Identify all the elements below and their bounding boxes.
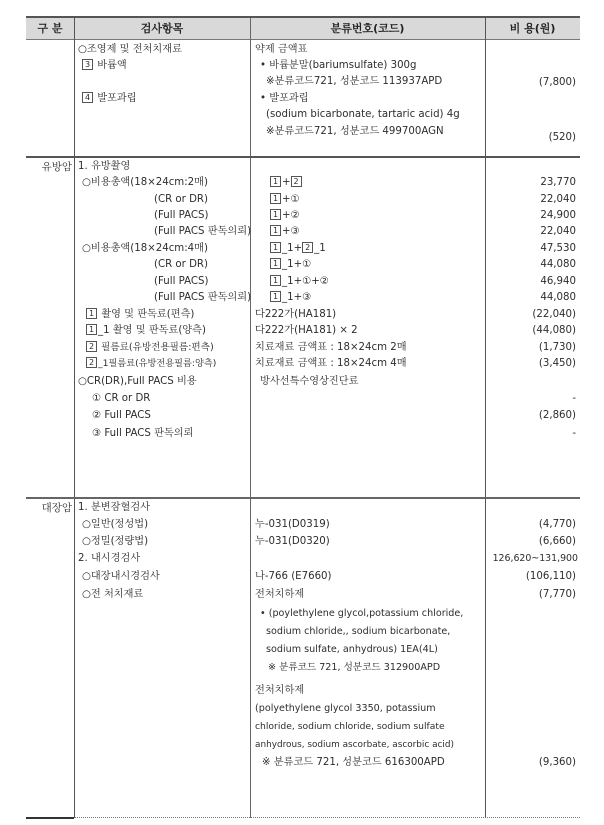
code-cell: • (poylethylene glycol,potassium chloride, xyxy=(260,608,464,619)
code-cell: 1 _1+③ xyxy=(270,290,311,306)
code-cell: (sodium bicarbonate, tartaric acid) 4g xyxy=(266,109,460,120)
cost-cell: (7,770) xyxy=(538,589,576,600)
item-cell: ③ Full PACS 판독의뢰 xyxy=(92,428,194,439)
cost-cell: (44,080) xyxy=(532,325,576,336)
column-divider xyxy=(250,18,251,818)
code-cell: ※분류코드721, 성분코드 499700AGN xyxy=(266,126,444,137)
item-cell: ○전 처치재료 xyxy=(82,589,144,600)
bottom-border-dotted xyxy=(74,817,580,818)
item-cell: 4 발포과립 xyxy=(82,91,137,107)
item-cell: ① CR or DR xyxy=(92,393,151,404)
header-code: 분류번호(코드) xyxy=(330,22,405,35)
item-cell: ② Full PACS xyxy=(92,410,151,421)
code-cell: 누-031(D0319) xyxy=(255,519,330,530)
item-cell: (CR or DR) xyxy=(154,194,208,205)
item-cell: (Full PACS 판독의뢰) xyxy=(154,292,252,303)
cost-cell: 22,040 xyxy=(540,194,576,205)
code-cell: 나-766 (E7660) xyxy=(255,571,332,582)
item-cell: 1 _1 촬영 및 판독료(양측) xyxy=(86,323,206,339)
cost-cell: 24,900 xyxy=(540,210,576,221)
item-cell: (Full PACS) xyxy=(154,210,209,221)
section-divider xyxy=(26,156,580,158)
code-cell: 방사선특수영상진단료 xyxy=(260,376,359,387)
cost-cell: 126,620~131,900 xyxy=(492,553,578,564)
boxed-number-3: 3 xyxy=(82,59,93,70)
item-cell: (CR or DR) xyxy=(154,259,208,270)
item-cell: ○일반(정성법) xyxy=(82,519,149,530)
item-cell: 2 필름료(유방전용필름:편측) xyxy=(86,340,214,356)
code-cell: • 발포과립 xyxy=(260,93,309,104)
cost-cell: (2,860) xyxy=(538,410,576,421)
code-cell: (polyethylene glycol 3350, potassium xyxy=(255,703,436,714)
code-cell: 약제 금액표 xyxy=(255,44,308,55)
item-cell: 2 _1필름료(유방전용필름:양측) xyxy=(86,356,216,372)
code-cell: 누-031(D0320) xyxy=(255,536,330,547)
code-cell: 1 +③ xyxy=(270,224,300,240)
code-cell: 1 +② xyxy=(270,208,300,224)
fee-table xyxy=(26,16,580,818)
code-cell: 다222가(HA181) xyxy=(255,309,337,320)
cost-cell: 44,080 xyxy=(540,259,576,270)
item-cell: 3 바륨액 xyxy=(82,58,127,74)
table-header xyxy=(26,16,580,40)
item-cell: 1 촬영 및 판독료(편측) xyxy=(86,307,194,323)
code-cell: anhydrous, sodium ascorbate, ascorbic acid) xyxy=(255,740,454,750)
cost-cell: (1,730) xyxy=(538,342,576,353)
code-cell: sodium chloride,, sodium bicarbonate, xyxy=(266,626,451,637)
code-cell: • 바륨분말(bariumsulfate) 300g xyxy=(260,60,417,71)
cost-cell: - xyxy=(572,393,576,404)
cost-cell: 23,770 xyxy=(540,177,576,188)
item-cell: (Full PACS 판독의뢰) xyxy=(154,226,252,237)
cost-cell: (9,360) xyxy=(538,757,576,768)
code-cell: 1 _1+①+② xyxy=(270,274,329,290)
category-colon-cancer: 대장암 xyxy=(41,502,72,514)
cost-cell: (520) xyxy=(548,132,576,143)
column-divider xyxy=(74,18,75,818)
code-cell: 1 _1+① xyxy=(270,257,311,273)
section-divider xyxy=(26,497,580,499)
item-cell: 1. 분변잠혈검사 xyxy=(78,502,151,513)
code-cell: sodium sulfate, anhydrous) 1EA(4L) xyxy=(266,644,438,655)
code-cell: 치료재료 금액표 : 18×24cm 4매 xyxy=(255,358,407,369)
code-cell: ※ 분류코드 721, 성분코드 312900APD xyxy=(268,662,441,673)
item-cell: ○조영제 및 전처치재료 xyxy=(78,44,182,55)
code-cell: ※ 분류코드 721, 성분코드 616300APD xyxy=(262,757,445,768)
code-cell: ※분류코드721, 성분코드 113937APD xyxy=(266,76,443,87)
cost-cell: (6,660) xyxy=(538,536,576,547)
cost-cell: (22,040) xyxy=(532,309,576,320)
code-cell: chloride, sodium chloride, sodium sulfate xyxy=(255,721,445,732)
bottom-border xyxy=(26,817,74,819)
item-cell: 2. 내시경검사 xyxy=(78,553,141,564)
code-cell: 전처치하제 xyxy=(255,589,305,600)
header-test-item: 검사항목 xyxy=(140,22,184,35)
category-breast-cancer: 유방암 xyxy=(41,161,72,173)
header-cost: 비 용(원) xyxy=(509,22,556,35)
item-cell: 1. 유방촬영 xyxy=(78,161,131,172)
boxed-number-4: 4 xyxy=(82,92,93,103)
cost-cell: - xyxy=(572,428,576,439)
code-cell: 1 +① xyxy=(270,192,300,208)
code-cell: 1 + 2 xyxy=(270,175,303,191)
code-cell: 전처치하제 xyxy=(255,685,305,696)
item-cell: ○대장내시경검사 xyxy=(82,571,160,582)
item-cell: (Full PACS) xyxy=(154,276,209,287)
item-cell: ○정밀(정량법) xyxy=(82,536,149,547)
code-cell: 1 _1+ 2 _1 xyxy=(270,241,326,257)
code-cell: 치료재료 금액표 : 18×24cm 2매 xyxy=(255,342,407,353)
cost-cell: 46,940 xyxy=(540,276,576,287)
cost-cell: (4,770) xyxy=(538,519,576,530)
item-cell: ○비용총액(18×24cm:4매) xyxy=(82,243,208,254)
item-cell: ○CR(DR),Full PACS 비용 xyxy=(78,376,197,387)
cost-cell: 47,530 xyxy=(540,243,576,254)
header-category: 구 분 xyxy=(37,22,63,35)
cost-cell: (106,110) xyxy=(525,571,576,582)
cost-cell: (3,450) xyxy=(538,358,576,369)
item-cell: ○비용총액(18×24cm:2매) xyxy=(82,177,208,188)
cost-cell: 44,080 xyxy=(540,292,576,303)
cost-cell: 22,040 xyxy=(540,226,576,237)
cost-cell: (7,800) xyxy=(538,77,576,88)
code-cell: 다222가(HA181) × 2 xyxy=(255,325,358,336)
